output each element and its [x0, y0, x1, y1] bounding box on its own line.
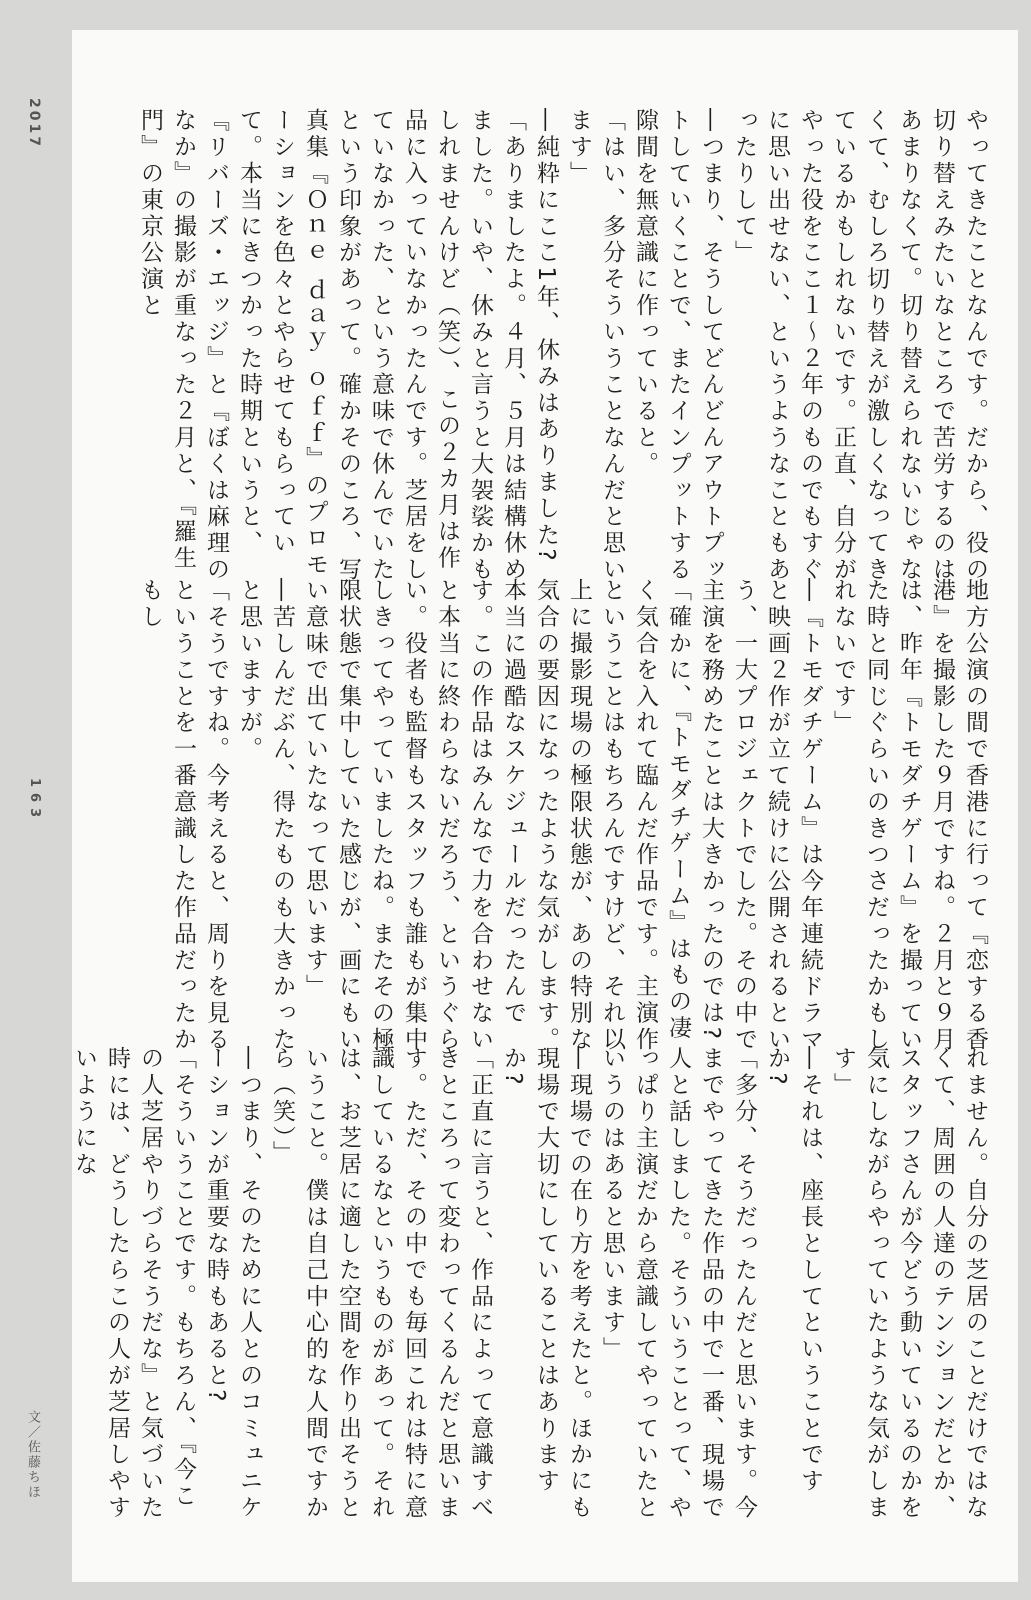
text-block-bottom [71, 1046, 991, 1524]
running-head-year: 2017 [26, 98, 42, 149]
paragraph: 「正直に言うと、作品によって意識すべきところって変わってくるんだと思います。ただ、その中でも毎回これは特に意識しているなというものがあって。それは、お芝居に適した空間を作り出そうということ。僕は自己中心的な人間ですから（笑）」 [269, 1046, 493, 1522]
question: ―つまり、そのために人とのコミュニケーションが重要な時もあると? [203, 1046, 262, 1522]
writer-credit: 文／佐藤ちほ [25, 1410, 40, 1500]
question: ―つまり、そうしてどんどんアウトプットしていくことで、またインプットする隙間を無意識に作っていると。 [632, 108, 724, 584]
question: ―苦しんだぶん、得たものも大きかったと思いますが。 [236, 578, 295, 1054]
page-number: 163 [27, 778, 42, 824]
paragraph: 「そうですね。今考えると、周りを見るということを一番意識した作品だったかもし [137, 578, 229, 1054]
paragraph: 地方公演の間で香港に行って『恋する香港』を撮影した９月ですね。２月と９月は、昨年『トモダチゲーム』を撮っていた時と同じぐらいのきつさだったかもしれないです」 [830, 578, 988, 1054]
paragraph: 「そういうことです。もちろん、『今この人芝居やりづらそうだな』と気づいた時には、どうしたらこの人が芝居しやすいようにな [71, 1046, 196, 1522]
paragraph: 「多分、そうだったんだと思います。今までやってきた作品の中で一番、現場で人と話しました。そういうことって、やっぱり主演だから意識してやっていたというのはあると思います」 [599, 1046, 757, 1522]
paragraph: 「ありましたよ。４月、５月は結構休めました。いや、休みと言うと大袈裟かもしれませんけど（笑）、この２カ月は作品に入っていなかったんです。芝居をしていなかった、という意味で休んでいたという印象があって。確かそのころ、写真集『Ｏｎｅ ｄａｙ ｏｆｆ』のプロモーションを色々とやらせてもらっていて。本当にきつかった時期というと、『リバーズ・エッジ』と『ぼくは麻理のなか』の撮影が重なった２月と、『羅生門』の東京公演と [137, 108, 526, 584]
paragraph: 「はい、多分そういうことなんだと思います」 [566, 108, 625, 584]
paragraph: 「確かに、『トモダチゲーム』はもの凄く気合を入れて臨んだ作品です。主演作ということはもちろんですけど、それ以上に撮影現場の極限状態が、あの特別な気合の要因になったような気がします。本当に過酷なスケジュールだったんです。この作品はみんなで力を合わせないと本当に終わらないだろう、というぐらい。役者も監督もスタッフも誰もが集中しきってやっていましたね。またその極限状態で集中していた感じが、画にもいい意味で出ていたなって思います」 [302, 578, 691, 1054]
text-block-top [125, 108, 991, 586]
question: ―現場での在り方を考えたと。ほかにも現場で大切にしていることはありますか? [500, 1046, 592, 1522]
question: ―それは、座長としてということですか? [764, 1046, 823, 1495]
page-margin [0, 0, 72, 1600]
question: ―『トモダチゲーム』は今年連続ドラマと映画２作が立て続けに公開されるという、一大プロジェクトでした。その中で主演を務めたことは大きかったのでは? [698, 578, 823, 1054]
text-block-middle [125, 578, 991, 1056]
paragraph: やってきたことなんです。だから、役の切り替えみたいなところで苦労するのはあまりなくて。切り替えられないじゃなくて、むしろ切り替えが激しくなってきているかもしれないです。正直、自分がやった役をここ１～２年のものでもすぐに思い出せない、というようなこともあったりして」 [731, 108, 988, 584]
paragraph: れません。自分の芝居のことだけではなくて、周囲の人達のテンションだとか、スタッフさんが今どう動いているのかを気にしながらやっていたような気がします」 [830, 1046, 988, 1522]
question: ―純粋にここ1年、休みはありました? [533, 108, 559, 565]
